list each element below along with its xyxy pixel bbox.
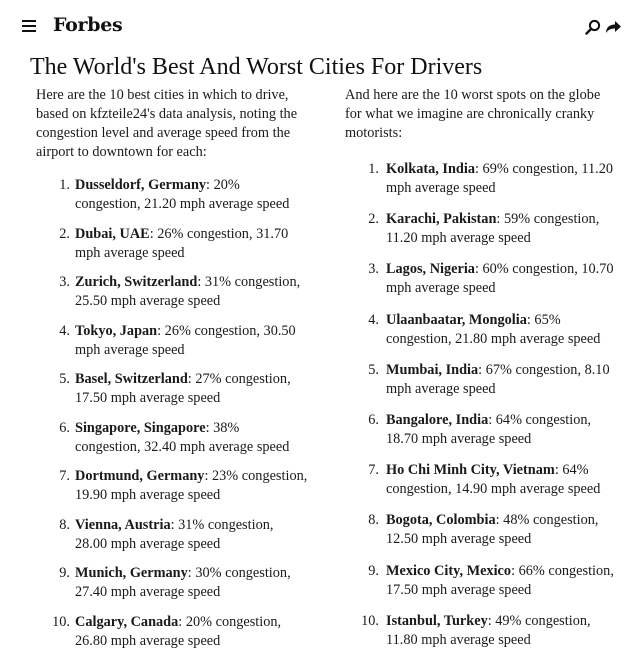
list-item bbox=[36, 516, 308, 565]
city-name: Singapore, Singapore bbox=[75, 419, 206, 436]
list-item-number: 6. bbox=[368, 411, 379, 428]
city-stats: : 20% congestion, 21.20 mph average speed bbox=[75, 177, 290, 212]
city-name: Dusseldorf, Germany bbox=[75, 177, 207, 193]
city-stats: : 30% congestion, 27.40 mph average speed bbox=[75, 565, 291, 600]
list-item-number: 5. bbox=[368, 361, 379, 378]
city-stats: : 66% congestion, 17.50 mph average speed bbox=[386, 562, 614, 598]
city-name: Munich, Germany bbox=[75, 565, 188, 581]
list-item-number: 7. bbox=[59, 468, 70, 484]
city-stats: : 59% congestion, 11.20 mph average speed bbox=[386, 211, 600, 247]
worst-cities-column bbox=[345, 86, 620, 648]
city-name: Mexico City, Mexico bbox=[386, 562, 512, 579]
city-stats: : 64% congestion, 18.70 mph average speed bbox=[386, 411, 592, 447]
city-name: Karachi, Pakistan bbox=[386, 211, 497, 228]
share-icon[interactable] bbox=[604, 19, 622, 35]
list-item bbox=[36, 370, 308, 419]
list-item bbox=[36, 564, 308, 613]
city-name: Ho Chi Minh City, Vietnam bbox=[386, 462, 555, 479]
list-item bbox=[345, 511, 620, 561]
list-item-number: 3. bbox=[368, 261, 379, 278]
list-item bbox=[36, 467, 308, 516]
city-stats: : 27% congestion, 17.50 mph average speed bbox=[75, 371, 291, 406]
list-item bbox=[36, 176, 308, 225]
city-stats: : 65% congestion, 21.80 mph average speed bbox=[386, 311, 601, 347]
city-name: Vienna, Austria bbox=[75, 516, 171, 533]
list-item-number: 1. bbox=[59, 177, 70, 193]
list-item-number: 1. bbox=[368, 161, 379, 177]
list-item-number: 9. bbox=[368, 562, 379, 579]
list-item bbox=[345, 612, 620, 654]
city-stats: : 69% congestion, 11.20 mph average speed bbox=[386, 161, 614, 196]
city-name: Lagos, Nigeria bbox=[386, 261, 475, 278]
city-name: Dubai, UAE bbox=[75, 225, 150, 242]
city-stats: : 23% congestion, 19.90 mph average speed bbox=[75, 468, 308, 503]
city-stats: : 60% congestion, 10.70 mph average speed bbox=[386, 261, 614, 297]
city-name: Tokyo, Japan bbox=[75, 322, 158, 339]
list-item bbox=[345, 411, 620, 461]
list-item bbox=[345, 210, 620, 260]
best-cities-intro: Here are the 10 best cities in which to drive, based on kfzteile24's data analysis, noting the congestion level and average speed from the airport to downtown for each: bbox=[36, 87, 298, 160]
city-stats: : 67% congestion, 8.10 mph average speed bbox=[386, 361, 610, 397]
list-item bbox=[36, 225, 308, 274]
city-stats: : 31% congestion, 28.00 mph average speed bbox=[75, 516, 274, 552]
city-stats: : 20% congestion, 26.80 mph average speed bbox=[75, 613, 282, 649]
city-name: Zurich, Switzerland bbox=[75, 274, 198, 290]
top-bar bbox=[0, 0, 629, 50]
city-name: Ulaanbaatar, Mongolia bbox=[386, 311, 527, 328]
city-stats: : 26% congestion, 31.70 mph average speed bbox=[75, 225, 289, 261]
city-stats: : 49% congestion, 11.80 mph average speed bbox=[386, 612, 591, 648]
city-name: Istanbul, Turkey bbox=[386, 612, 488, 629]
list-item bbox=[345, 260, 620, 310]
list-item bbox=[345, 311, 620, 361]
city-name: Bogota, Colombia bbox=[386, 512, 496, 529]
city-stats: : 38% congestion, 32.40 mph average speed bbox=[75, 419, 290, 455]
city-stats: : 48% congestion, 12.50 mph average speed bbox=[386, 512, 599, 548]
city-stats: : 64% congestion, 14.90 mph average speed bbox=[386, 462, 601, 498]
list-item bbox=[36, 419, 308, 468]
best-cities-list bbox=[36, 176, 308, 654]
list-item bbox=[345, 160, 620, 210]
city-stats: : 31% congestion, 25.50 mph average speed bbox=[75, 274, 301, 309]
city-name: Mumbai, India bbox=[386, 361, 479, 378]
menu-icon[interactable] bbox=[22, 20, 36, 32]
list-item-number: 4. bbox=[59, 322, 70, 339]
city-name: Dortmund, Germany bbox=[75, 468, 205, 484]
worst-cities-intro: And here are the 10 worst spots on the globe for what we imagine are chronically cranky motorists: bbox=[345, 87, 601, 141]
list-item bbox=[36, 273, 308, 322]
city-name: Basel, Switzerland bbox=[75, 371, 188, 387]
city-stats: : 26% congestion, 30.50 mph average speed bbox=[75, 322, 296, 358]
list-item bbox=[345, 562, 620, 612]
list-item-number: 8. bbox=[59, 516, 70, 533]
list-item bbox=[36, 613, 308, 654]
worst-cities-list bbox=[345, 160, 620, 654]
list-item-number: 6. bbox=[59, 419, 70, 436]
list-item-number: 10. bbox=[52, 613, 70, 630]
forbes-logo[interactable]: Forbes bbox=[53, 14, 123, 36]
city-name: Calgary, Canada bbox=[75, 613, 179, 630]
list-item bbox=[345, 461, 620, 511]
list-item-number: 9. bbox=[59, 565, 70, 581]
list-item-number: 3. bbox=[59, 274, 70, 290]
city-name: Kolkata, India bbox=[386, 161, 475, 177]
best-cities-column bbox=[36, 86, 308, 649]
list-item-number: 2. bbox=[368, 211, 379, 228]
list-item-number: 5. bbox=[59, 371, 70, 387]
city-name: Bangalore, India bbox=[386, 411, 489, 428]
list-item-number: 10. bbox=[361, 612, 379, 629]
list-item bbox=[345, 361, 620, 411]
list-item-number: 7. bbox=[368, 462, 379, 479]
list-item-number: 2. bbox=[59, 225, 70, 242]
list-item-number: 8. bbox=[368, 512, 379, 529]
article-title: The World's Best And Worst Cities For Drivers bbox=[30, 54, 483, 80]
search-icon[interactable] bbox=[585, 19, 601, 35]
list-item-number: 4. bbox=[368, 311, 379, 328]
list-item bbox=[36, 322, 308, 371]
